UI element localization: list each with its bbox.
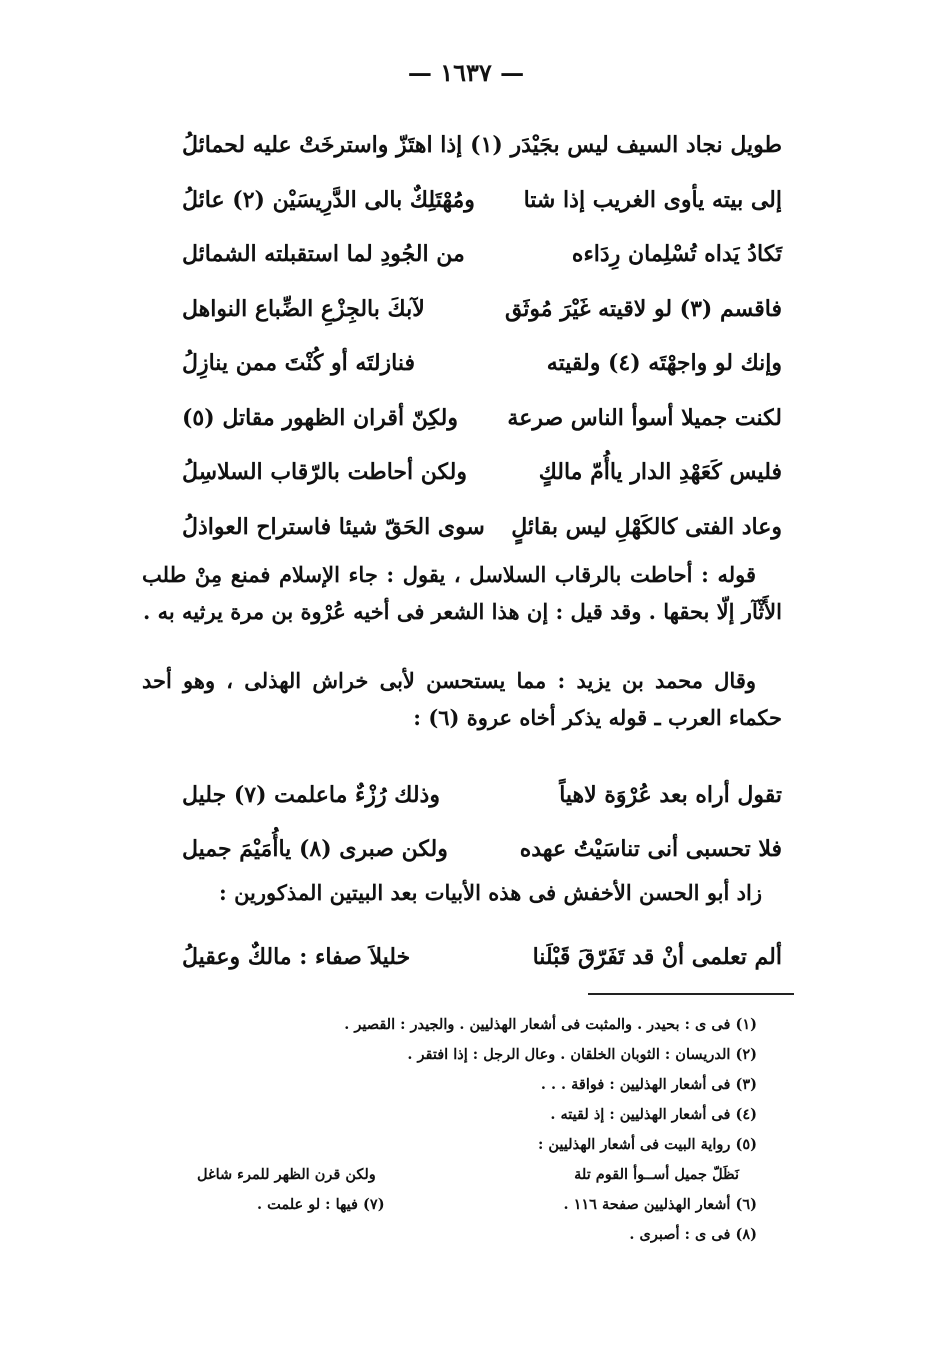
poem-section-1 [150,118,782,554]
verse [150,391,782,446]
footnote-7: (٧) فيها : لو علمت . [257,1196,385,1213]
hemistich-first: ألم تعلمى أنْ قد تَفَرّقَ قَبْلَنا [532,944,782,970]
verse [150,173,782,228]
footnote-4: (٤) فى أشعار الهذليين : إذ لقيته . [550,1106,757,1123]
hemistich-second: لآبكَ بالجِزْعِ الضِّباع النواهل [182,295,425,322]
verse [150,282,782,337]
verse [150,930,782,984]
hemistich-first: تقول أراه بعد عُرْوَة لاهياً [559,782,782,808]
hemistich-first: إلى بيته يأوى الغريب إذا شتا [523,186,782,213]
hemistich-first: لكنت جميلا أسوأ الناس صرعة [507,404,782,431]
hemistich-second: من الجُودِ لما استقبلته الشمائل [182,241,465,267]
hemistich-second: ولكن أحاطت بالرّقاب السلاسِلُ [182,459,467,485]
hemistich-first: فاقسم (٣) لو لاقيته غَيْرَ مُوثَق [504,295,782,322]
hemistich-second: سوى الحَقّ شيئا فاستراح العواذلُ [182,513,485,540]
paragraph-text: وقال محمد بن يزيد : مما يستحسن لأبى خراش الهذلى ، وهو أحد حكماء العرب ـ قوله يذكر أخاه عروة (٦) : [142,668,782,730]
hemistich-first: طويل نجاد السيف ليس بجَيْدَر (١) [470,132,782,158]
footnote-5-hemistich-second: ولكن قرن الظهر للمرء شاغل [197,1166,376,1183]
verse [150,768,782,822]
hemistich-second: ومُهْتَلِكٌ بالى الدَّرِيسَيْن (٢) عائلُ [182,186,475,213]
footnote-divider [588,993,794,995]
hemistich-first: وإنك لو واجهْتَه (٤) ولقيته [546,350,782,376]
paragraph-text: قوله : أحاطت بالرقاب السلاسل ، يقول : جاء الإسلام فمنع مِنْ طلب الأَثْآر إلّا بحقها . وقد قيل : إن هذا الشعر فى أخيه عُرْوة بن مرة يرثيه به . [142,562,782,624]
page-number: — ١٦٣٧ — [407,58,525,87]
hemistich-first: فلا تحسبى أنى تناسَيْتُ عهده [519,836,782,862]
hemistich-first: وعاد الفتى كالكَهْلِ ليس بقائلٍ [511,513,782,540]
footnote-1: (١) فى ى : بحيدر . والمثبت فى أشعار الهذليين . والجيدر : القصير . [344,1016,757,1033]
verse [150,227,782,282]
footnote-row-6-7 [197,1190,757,1220]
hemistich-second: وذلك رُزْءٌ ماعلمت (٧) جليل [182,782,440,808]
poem-section-3 [150,930,782,984]
commentary-line: زاد أبو الحسن الأخفش فى هذه الأبيات بعد البيتين المذكورين : [219,880,762,905]
verse [150,118,782,173]
commentary-paragraph [142,557,782,631]
hemistich-second: خليلاَ صفاء : مالكٌ وعقيلُ [182,944,411,970]
footnotes [197,1010,757,1250]
footnote-3: (٣) فى أشعار الهذليين : فواقة . . . [540,1076,757,1093]
commentary-paragraph [142,663,782,737]
hemistich-first: تَكادُ يَداه تُسْلِمان رِدَاءه [571,241,782,267]
verse [150,445,782,500]
hemistich-second: ولكِنّ أقران الظهور مقاتل (٥) [182,404,458,431]
footnote-8: (٨) فى ى : أصبرى . [629,1226,757,1243]
verse [150,336,782,391]
footnote-5: (٥) رواية البيت فى أشعار الهذليين : [537,1136,757,1153]
footnote-5-hemistich-first: نَظَلّ جميل أســوأ القوم تلة [574,1166,739,1183]
footnote-5-verse [197,1160,757,1190]
hemistich-first: فليس كَعَهْدِ الدار ياأُمّ مالكٍ [538,459,782,485]
hemistich-second: ولكن صبرى (٨) ياأُمَيْمَ جميل [182,836,448,862]
verse [150,822,782,876]
poem-section-2 [150,768,782,876]
footnote-2: (٢) الدريسان : الثوبان الخلقان . وعال الرجل : إذا افتقر . [407,1046,757,1063]
hemistich-second: فنازلتَه أو كُنْتَ ممن ينازِلُ [182,350,416,376]
footnote-6: (٦) أشعار الهذليين صفحة ١١٦ . [563,1196,757,1213]
verse [150,500,782,555]
hemistich-second: إذا اهتَزّ واسترخَتْ عليه لحمائلُ [182,132,463,158]
